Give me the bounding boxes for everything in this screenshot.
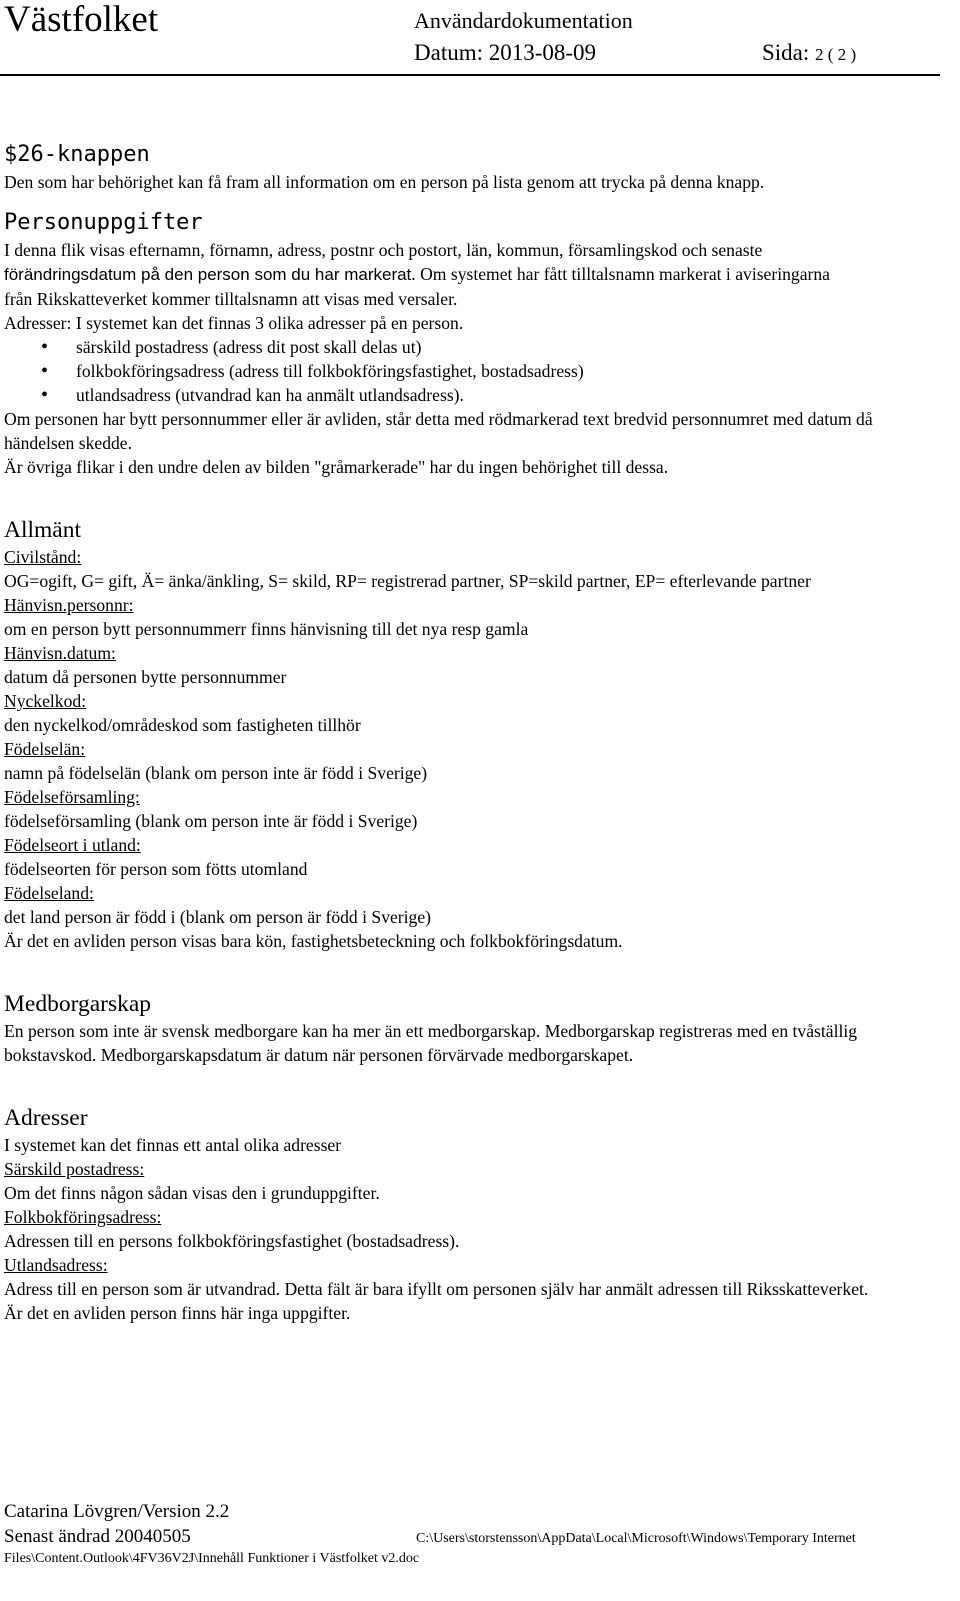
field-text-foreign-address: Adress till en person som är utvandrad. Detta fält är bara ifyllt om personen själv har anmält adressen till Riksskatteverket. [4,1279,869,1299]
field-label-reference-date: Hänvisn.datum: [4,643,116,663]
document-body [4,140,940,1325]
citizenship-text: En person som inte är svensk medborgare kan ha mer än ett medborgarskap. Medborgarskap registreras med en tvåställig bokstavskod. Medborgarskapsdatum är datum när personen förvärvade medborgarskapet. [4,1021,858,1065]
section-title-personal-data: Personuppgifter [4,210,203,235]
field-text-birth-parish: födelseförsamling (blank om person inte är född i Sverige) [4,811,418,831]
addresses-intro-text: I systemet kan det finnas ett antal olika adresser [4,1135,342,1155]
section-text-26-button: Den som har behörighet kan få fram all information om en person på lista genom att trycka på denna knapp. [4,172,765,192]
footer-row [4,1524,940,1550]
grey-tabs-text: Är övriga flikar i den undre delen av bilden "gråmarkerade" har du ingen behörighet till dessa. [4,457,669,477]
addresses-intro: Adresser: I systemet kan det finnas 3 olika adresser på en person. [4,313,464,333]
field-label-birth-parish: Födelseförsamling: [4,787,140,807]
header-divider [0,74,940,76]
page-label: Sida: [762,40,810,65]
brand-title: Västfolket [4,0,159,40]
personal-data-line-2b: . Om systemet har fått tilltalsnamn markerat i aviseringarna [411,264,830,284]
general-deceased-text: Är det en avliden person visas bara kön, fastighetsbeteckning och folkbokföringsdatum. [4,931,623,951]
personal-number-change-text: Om personen har bytt personnummer eller är avliden, står detta med rödmarkerad text bredvid personnumret med datum då händelsen skedde. [4,409,873,453]
field-label-key-code: Nyckelkod: [4,691,87,711]
personal-data-line-2a: förändringsdatum på den person som du har markerat [4,265,412,284]
general-fields [4,545,940,953]
list-item: • utlandsadress (utvandrad kan ha anmält utlandsadress). [4,383,940,407]
page-indicator [762,40,856,66]
field-label-birthplace-abroad: Födelseort i utland: [4,835,141,855]
field-text-birthplace-abroad: födelseorten för person som fötts utomland [4,859,308,879]
footer-file-path-line-2: Files\Content.Outlook\4FV36V2J\Innehåll Funktioner i Västfolket v2.doc [4,1551,420,1566]
document-type: Användardokumentation [414,8,633,33]
footer-author-version: Catarina Lövgren/Version 2.2 [4,1501,230,1522]
address-type-list [4,335,940,407]
personal-data-line-2 [4,262,940,287]
field-label-civil-status: Civilstånd: [4,547,82,567]
section-title-26-button: $26-knappen [4,142,150,167]
field-text-reference-date: datum då personen bytte personnummer [4,667,287,687]
section-title-addresses: Adresser [4,1105,88,1131]
field-text-registration-address: Adressen till en persons folkbokföringsfastighet (bostadsadress). [4,1231,460,1251]
field-label-special-postal-address: Särskild postadress: [4,1159,145,1179]
footer-file-path-line-1: C:\Users\storstensson\AppData\Local\Microsoft\Windows\Temporary Internet [416,1531,856,1546]
document-footer [4,1500,940,1568]
section-title-general: Allmänt [4,517,82,543]
document-date: Datum: 2013-08-09 [414,40,597,65]
list-item: • särskild postadress (adress dit post skall delas ut) [4,335,940,359]
personal-data-line-1: I denna flik visas efternamn, förnamn, adress, postnr och postort, län, kommun, församlingskod och senaste [4,240,763,260]
field-label-registration-address: Folkbokföringsadress: [4,1207,162,1227]
field-label-foreign-address: Utlandsadress: [4,1255,108,1275]
field-text-reference-pnr: om en person bytt personnummerr finns hänvisning till det nya resp gamla [4,619,529,639]
addresses-deceased-text: Är det en avliden person finns här inga uppgifter. [4,1303,351,1323]
field-label-birth-country: Födelseland: [4,883,94,903]
field-label-birth-county: Födelselän: [4,739,86,759]
field-label-reference-pnr: Hänvisn.personnr: [4,595,134,615]
personal-data-line-3: från Rikskatteverket kommer tilltalsnamn att visas med versaler. [4,289,458,309]
field-text-special-postal-address: Om det finns någon sådan visas den i grunduppgifter. [4,1183,380,1203]
list-item: • folkbokföringsadress (adress till folkbokföringsfastighet, bostadsadress) [4,359,940,383]
field-text-birth-country: det land person är född i (blank om person är född i Sverige) [4,907,432,927]
field-text-civil-status: OG=ogift, G= gift, Ä= änka/änkling, S= skild, RP= registrerad partner, SP=skild partner, EP= efterlevande partner [4,571,811,591]
page-number: 2 ( 2 ) [815,45,857,64]
field-text-birth-county: namn på födelselän (blank om person inte är född i Sverige) [4,763,428,783]
footer-last-changed: Senast ändrad 20040505 [4,1526,191,1547]
addresses-fields [4,1133,940,1325]
field-text-key-code: den nyckelkod/områdeskod som fastigheten tillhör [4,715,361,735]
section-title-citizenship: Medborgarskap [4,991,152,1017]
